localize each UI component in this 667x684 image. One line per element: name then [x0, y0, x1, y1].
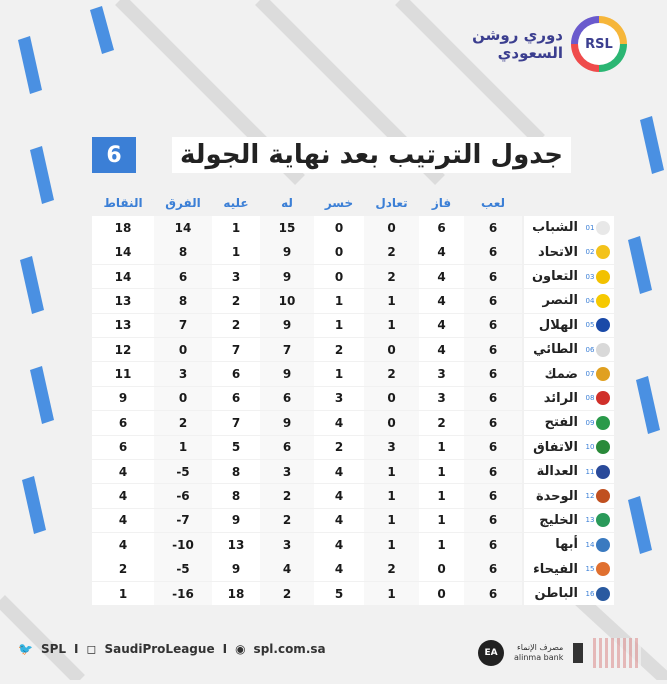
table-row	[92, 436, 614, 460]
globe-icon: ◉	[235, 642, 246, 656]
team-rank: 12	[585, 492, 595, 501]
cell-diff: 8	[154, 289, 212, 313]
cell-won: 1	[419, 436, 464, 460]
cell-against: 1	[212, 240, 260, 264]
cell-against: 6	[212, 362, 260, 386]
rsl-badge-text: RSL	[585, 36, 613, 52]
cell-for: 2	[260, 582, 314, 606]
col-points: النقاط	[103, 196, 143, 210]
website-link[interactable]: spl.com.sa	[253, 642, 326, 656]
team-crest-icon	[596, 513, 610, 527]
team-rank: 10	[585, 443, 595, 452]
cell-drawn: 1	[364, 314, 419, 338]
team-crest-icon	[596, 367, 610, 381]
cell-points: 14	[92, 265, 154, 289]
team-crest-icon	[596, 489, 610, 503]
cell-won: 4	[419, 265, 464, 289]
team-name: النصر	[542, 293, 578, 309]
cell-points: 6	[92, 436, 154, 460]
team-crest-icon	[596, 318, 610, 332]
col-against: عليه	[223, 196, 249, 210]
cell-played: 6	[464, 460, 522, 484]
cell-diff: 7	[154, 314, 212, 338]
cell-drawn: 0	[364, 216, 419, 240]
team-cell	[524, 436, 614, 460]
cell-diff: 0	[154, 387, 212, 411]
cell-against: 8	[212, 460, 260, 484]
cell-points: 4	[92, 509, 154, 533]
table-row	[92, 509, 614, 533]
cell-drawn: 1	[364, 484, 419, 508]
col-for: له	[281, 196, 293, 210]
cell-diff: -10	[154, 533, 212, 557]
team-crest-icon	[596, 391, 610, 405]
cell-played: 6	[464, 338, 522, 362]
team-name: التعاون	[531, 269, 578, 285]
col-played: لعب	[481, 196, 505, 210]
rsl-logo	[472, 16, 627, 72]
cell-lost: 4	[314, 557, 364, 581]
twitter-icon: 🐦	[18, 642, 33, 656]
table-row	[92, 557, 614, 581]
cell-lost: 4	[314, 460, 364, 484]
separator: I	[222, 642, 228, 656]
cell-won: 4	[419, 338, 464, 362]
cell-played: 6	[464, 411, 522, 435]
table-row	[92, 265, 614, 289]
bank-name-en: alinma bank	[514, 653, 564, 662]
cell-against: 6	[212, 387, 260, 411]
footer	[0, 628, 667, 680]
team-rank: 09	[585, 418, 595, 427]
team-crest-icon	[596, 587, 610, 601]
cell-lost: 4	[314, 509, 364, 533]
team-cell	[524, 460, 614, 484]
table-row	[92, 289, 614, 313]
ea-sports-logo: EA	[478, 640, 504, 666]
table-row	[92, 582, 614, 606]
table-row	[92, 240, 614, 264]
team-cell	[524, 557, 614, 581]
cell-for: 4	[260, 557, 314, 581]
cell-played: 6	[464, 240, 522, 264]
cell-drawn: 2	[364, 362, 419, 386]
cell-lost: 4	[314, 411, 364, 435]
cell-played: 6	[464, 557, 522, 581]
cell-points: 11	[92, 362, 154, 386]
cell-lost: 4	[314, 484, 364, 508]
cell-diff: -16	[154, 582, 212, 606]
team-crest-icon	[596, 221, 610, 235]
team-crest-icon	[596, 562, 610, 576]
col-lost: خسر	[324, 196, 354, 210]
cell-drawn: 2	[364, 265, 419, 289]
table-row	[92, 362, 614, 386]
team-name: الهلال	[538, 317, 578, 333]
cell-drawn: 1	[364, 509, 419, 533]
team-rank: 03	[585, 272, 595, 281]
team-cell	[524, 240, 614, 264]
cell-won: 4	[419, 314, 464, 338]
cell-diff: 0	[154, 338, 212, 362]
cell-won: 1	[419, 484, 464, 508]
cell-for: 10	[260, 289, 314, 313]
cell-points: 12	[92, 338, 154, 362]
cell-played: 6	[464, 216, 522, 240]
team-name: الفتح	[544, 415, 578, 431]
cell-won: 1	[419, 460, 464, 484]
cell-points: 4	[92, 484, 154, 508]
cell-against: 9	[212, 557, 260, 581]
cell-for: 6	[260, 387, 314, 411]
cell-against: 13	[212, 533, 260, 557]
cell-against: 1	[212, 216, 260, 240]
cell-points: 4	[92, 460, 154, 484]
cell-against: 18	[212, 582, 260, 606]
cell-diff: 14	[154, 216, 212, 240]
cell-for: 3	[260, 533, 314, 557]
cell-won: 4	[419, 240, 464, 264]
cell-diff: -5	[154, 557, 212, 581]
team-name: الشباب	[532, 220, 578, 236]
cell-won: 6	[419, 216, 464, 240]
cell-points: 9	[92, 387, 154, 411]
team-rank: 11	[585, 467, 595, 476]
team-rank: 16	[585, 589, 595, 598]
table-header	[92, 190, 614, 216]
sponsors	[478, 638, 641, 668]
team-crest-icon	[596, 440, 610, 454]
social-links	[18, 642, 326, 656]
team-name: الباطن	[534, 586, 578, 602]
cell-drawn: 0	[364, 387, 419, 411]
cell-won: 0	[419, 582, 464, 606]
league-name-line1: دوري روشن	[472, 26, 563, 44]
team-rank: 06	[585, 345, 595, 354]
team-name: العدالة	[536, 464, 578, 480]
page-title: جدول الترتيب بعد نهاية الجولة	[172, 137, 571, 173]
table-row	[92, 314, 614, 338]
team-name: الفيحاء	[533, 561, 578, 577]
cell-played: 6	[464, 533, 522, 557]
cell-diff: -5	[154, 460, 212, 484]
cell-played: 6	[464, 436, 522, 460]
league-name	[472, 26, 563, 62]
cell-played: 6	[464, 265, 522, 289]
team-name: الرائد	[543, 390, 578, 406]
cell-played: 6	[464, 387, 522, 411]
cell-for: 15	[260, 216, 314, 240]
table-row	[92, 411, 614, 435]
cell-points: 18	[92, 216, 154, 240]
cell-against: 7	[212, 338, 260, 362]
team-crest-icon	[596, 416, 610, 430]
cell-diff: 8	[154, 240, 212, 264]
cell-played: 6	[464, 509, 522, 533]
team-crest-icon	[596, 270, 610, 284]
team-cell	[524, 387, 614, 411]
twitter-handle[interactable]: SPL	[40, 642, 67, 656]
cell-points: 13	[92, 314, 154, 338]
team-rank: 07	[585, 370, 595, 379]
cell-drawn: 0	[364, 338, 419, 362]
cell-lost: 0	[314, 265, 364, 289]
cell-won: 3	[419, 362, 464, 386]
cell-for: 2	[260, 484, 314, 508]
table-row	[92, 338, 614, 362]
cell-drawn: 1	[364, 533, 419, 557]
cell-drawn: 2	[364, 240, 419, 264]
pif-logo	[593, 638, 641, 668]
cell-points: 4	[92, 533, 154, 557]
cell-lost: 0	[314, 216, 364, 240]
team-cell	[524, 265, 614, 289]
cell-diff: 1	[154, 436, 212, 460]
team-rank: 01	[585, 223, 595, 232]
cell-for: 3	[260, 460, 314, 484]
team-cell	[524, 582, 614, 606]
cell-drawn: 1	[364, 460, 419, 484]
team-rank: 02	[585, 248, 595, 257]
team-rank: 14	[585, 540, 595, 549]
separator: I	[74, 642, 79, 656]
cell-drawn: 3	[364, 436, 419, 460]
cell-points: 6	[92, 411, 154, 435]
team-cell	[524, 411, 614, 435]
team-cell	[524, 338, 614, 362]
cell-diff: 6	[154, 265, 212, 289]
table-row	[92, 460, 614, 484]
team-crest-icon	[596, 343, 610, 357]
table-body	[92, 216, 614, 605]
col-won: فاز	[431, 196, 452, 210]
cell-lost: 1	[314, 314, 364, 338]
team-rank: 05	[585, 321, 595, 330]
cell-lost: 1	[314, 289, 364, 313]
cell-for: 7	[260, 338, 314, 362]
team-name: ضمك	[544, 366, 578, 382]
cell-points: 2	[92, 557, 154, 581]
col-drawn: تعادل	[375, 196, 408, 210]
cell-points: 1	[92, 582, 154, 606]
instagram-handle[interactable]: SaudiProLeague	[104, 642, 215, 656]
cell-against: 9	[212, 509, 260, 533]
cell-drawn: 1	[364, 289, 419, 313]
team-crest-icon	[596, 538, 610, 552]
team-name: الخليج	[539, 512, 578, 528]
cell-against: 8	[212, 484, 260, 508]
team-cell	[524, 362, 614, 386]
cell-for: 2	[260, 509, 314, 533]
team-name: الاتفاق	[533, 439, 578, 455]
cell-for: 9	[260, 362, 314, 386]
cell-lost: 3	[314, 387, 364, 411]
cell-won: 4	[419, 289, 464, 313]
cell-lost: 0	[314, 240, 364, 264]
team-cell	[524, 533, 614, 557]
cell-played: 6	[464, 582, 522, 606]
team-rank: 13	[585, 516, 595, 525]
rsl-badge-icon	[571, 16, 627, 72]
league-name-line2: السعودي	[497, 44, 563, 62]
team-name: الاتحاد	[538, 244, 578, 260]
cell-diff: 2	[154, 411, 212, 435]
team-cell	[524, 509, 614, 533]
cell-diff: -6	[154, 484, 212, 508]
team-rank: 04	[585, 296, 595, 305]
cell-drawn: 0	[364, 411, 419, 435]
team-crest-icon	[596, 245, 610, 259]
alinma-mark-icon	[573, 643, 583, 663]
team-name: أبها	[555, 537, 578, 553]
table-row	[92, 484, 614, 508]
team-cell	[524, 314, 614, 338]
table-row	[92, 387, 614, 411]
cell-played: 6	[464, 362, 522, 386]
cell-lost: 5	[314, 582, 364, 606]
cell-played: 6	[464, 314, 522, 338]
cell-against: 3	[212, 265, 260, 289]
cell-played: 6	[464, 289, 522, 313]
cell-lost: 2	[314, 338, 364, 362]
cell-against: 5	[212, 436, 260, 460]
cell-for: 9	[260, 240, 314, 264]
instagram-icon: ◻	[86, 642, 97, 656]
team-cell	[524, 289, 614, 313]
team-rank: 15	[585, 565, 595, 574]
bank-name-ar: مصرف الإنماء	[517, 643, 564, 652]
cell-won: 3	[419, 387, 464, 411]
team-crest-icon	[596, 465, 610, 479]
col-diff: الفرق	[165, 196, 201, 210]
round-number-badge: 6	[92, 137, 136, 173]
cell-drawn: 1	[364, 582, 419, 606]
team-name: الطائي	[533, 342, 578, 358]
title-row	[172, 137, 571, 173]
cell-won: 1	[419, 533, 464, 557]
cell-points: 13	[92, 289, 154, 313]
cell-lost: 1	[314, 362, 364, 386]
team-name: الوحدة	[535, 488, 578, 504]
alinma-bank-logo	[514, 643, 563, 663]
cell-for: 6	[260, 436, 314, 460]
cell-for: 9	[260, 411, 314, 435]
cell-for: 9	[260, 314, 314, 338]
cell-drawn: 2	[364, 557, 419, 581]
cell-won: 1	[419, 509, 464, 533]
cell-against: 2	[212, 314, 260, 338]
cell-lost: 4	[314, 533, 364, 557]
team-crest-icon	[596, 294, 610, 308]
table-row	[92, 533, 614, 557]
standings-table	[92, 190, 614, 606]
cell-diff: -7	[154, 509, 212, 533]
cell-won: 0	[419, 557, 464, 581]
team-cell	[524, 216, 614, 240]
table-row	[92, 216, 614, 240]
cell-against: 7	[212, 411, 260, 435]
team-cell	[524, 484, 614, 508]
cell-diff: 3	[154, 362, 212, 386]
cell-played: 6	[464, 484, 522, 508]
cell-against: 2	[212, 289, 260, 313]
cell-won: 2	[419, 411, 464, 435]
team-rank: 08	[585, 394, 595, 403]
cell-for: 9	[260, 265, 314, 289]
cell-points: 14	[92, 240, 154, 264]
cell-lost: 2	[314, 436, 364, 460]
